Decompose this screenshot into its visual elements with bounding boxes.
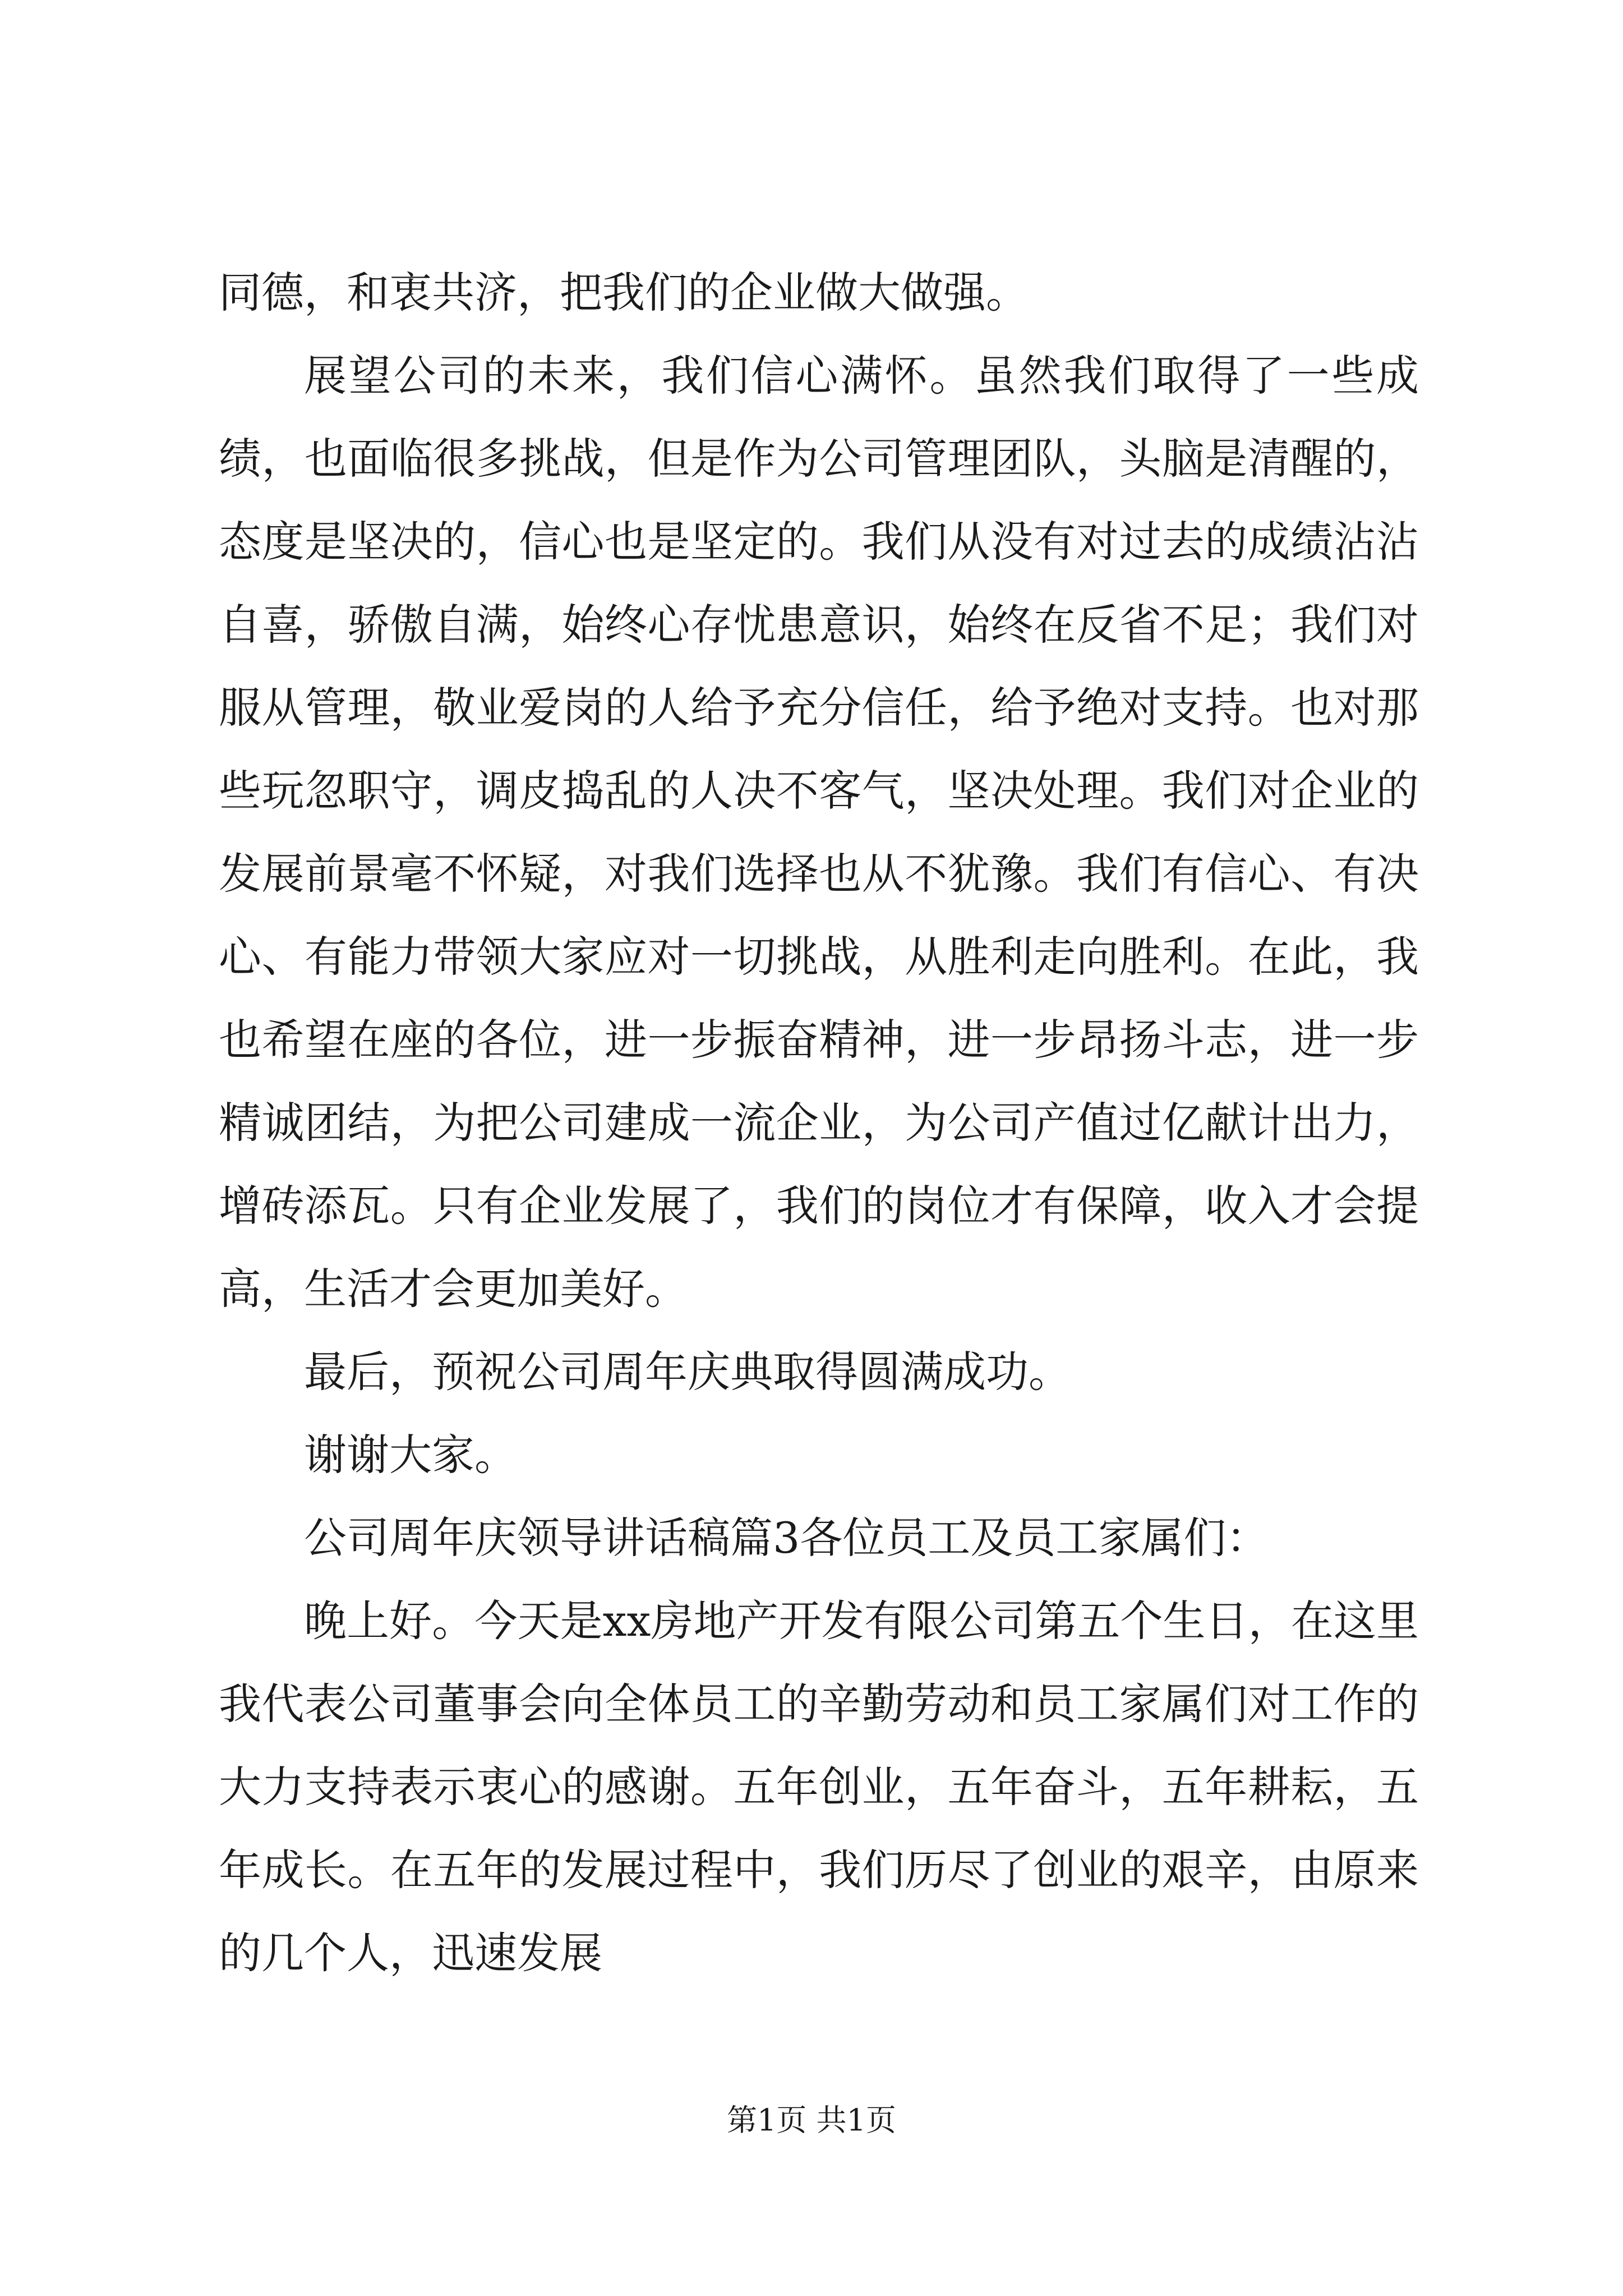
paragraph-continuation: 同德，和衷共济，把我们的企业做大做强。 (219, 268, 1029, 318)
paragraph-greeting: 晚上好。今天是xx房地产开发有限公司第五个生日，在这里我代表公司董事会向全体员工的辛勤劳动和员工家属们对工作的大力支持表示衷心的感谢。五年创业，五年奋斗，五年耕耘，五年成长。在五年的发展过程中，我们历尽了创业的艰辛，由原来的几个人，迅速发展 (219, 1596, 1419, 1978)
page-number-label: 第1页 共1页 (727, 2102, 896, 2138)
paragraph-thanks: 谢谢大家。 (304, 1430, 517, 1480)
document-body (219, 251, 1419, 1995)
paragraph-closing-wish: 最后，预祝公司周年庆典取得圆满成功。 (304, 1347, 1071, 1397)
page-footer (0, 2101, 1623, 2140)
paragraph-outlook: 展望公司的未来，我们信心满怀。虽然我们取得了一些成绩，也面临很多挑战，但是作为公司管理团队，头脑是清醒的，态度是坚决的，信心也是坚定的。我们从没有对过去的成绩沾沾自喜，骄傲自满，始终心存忧患意识，始终在反省不足；我们对服从管理，敬业爱岗的人给予充分信任，给予绝对支持。也对那些玩忽职守，调皮捣乱的人决不客气，坚决处理。我们对企业的发展前景毫不怀疑，对我们选择也从不犹豫。我们有信心、有决心、有能力带领大家应对一切挑战，从胜利走向胜利。在此，我也希望在座的各位，进一步振奋精神，进一步昂扬斗志，进一步精诚团结，为把公司建成一流企业，为公司产值过亿献计出力，增砖添瓦。只有企业发展了，我们的岗位才有保障，收入才会提高，生活才会更加美好。 (219, 351, 1419, 1314)
paragraph-speech-heading: 公司周年庆领导讲话稿篇3各位员工及员工家属们： (304, 1513, 1269, 1563)
